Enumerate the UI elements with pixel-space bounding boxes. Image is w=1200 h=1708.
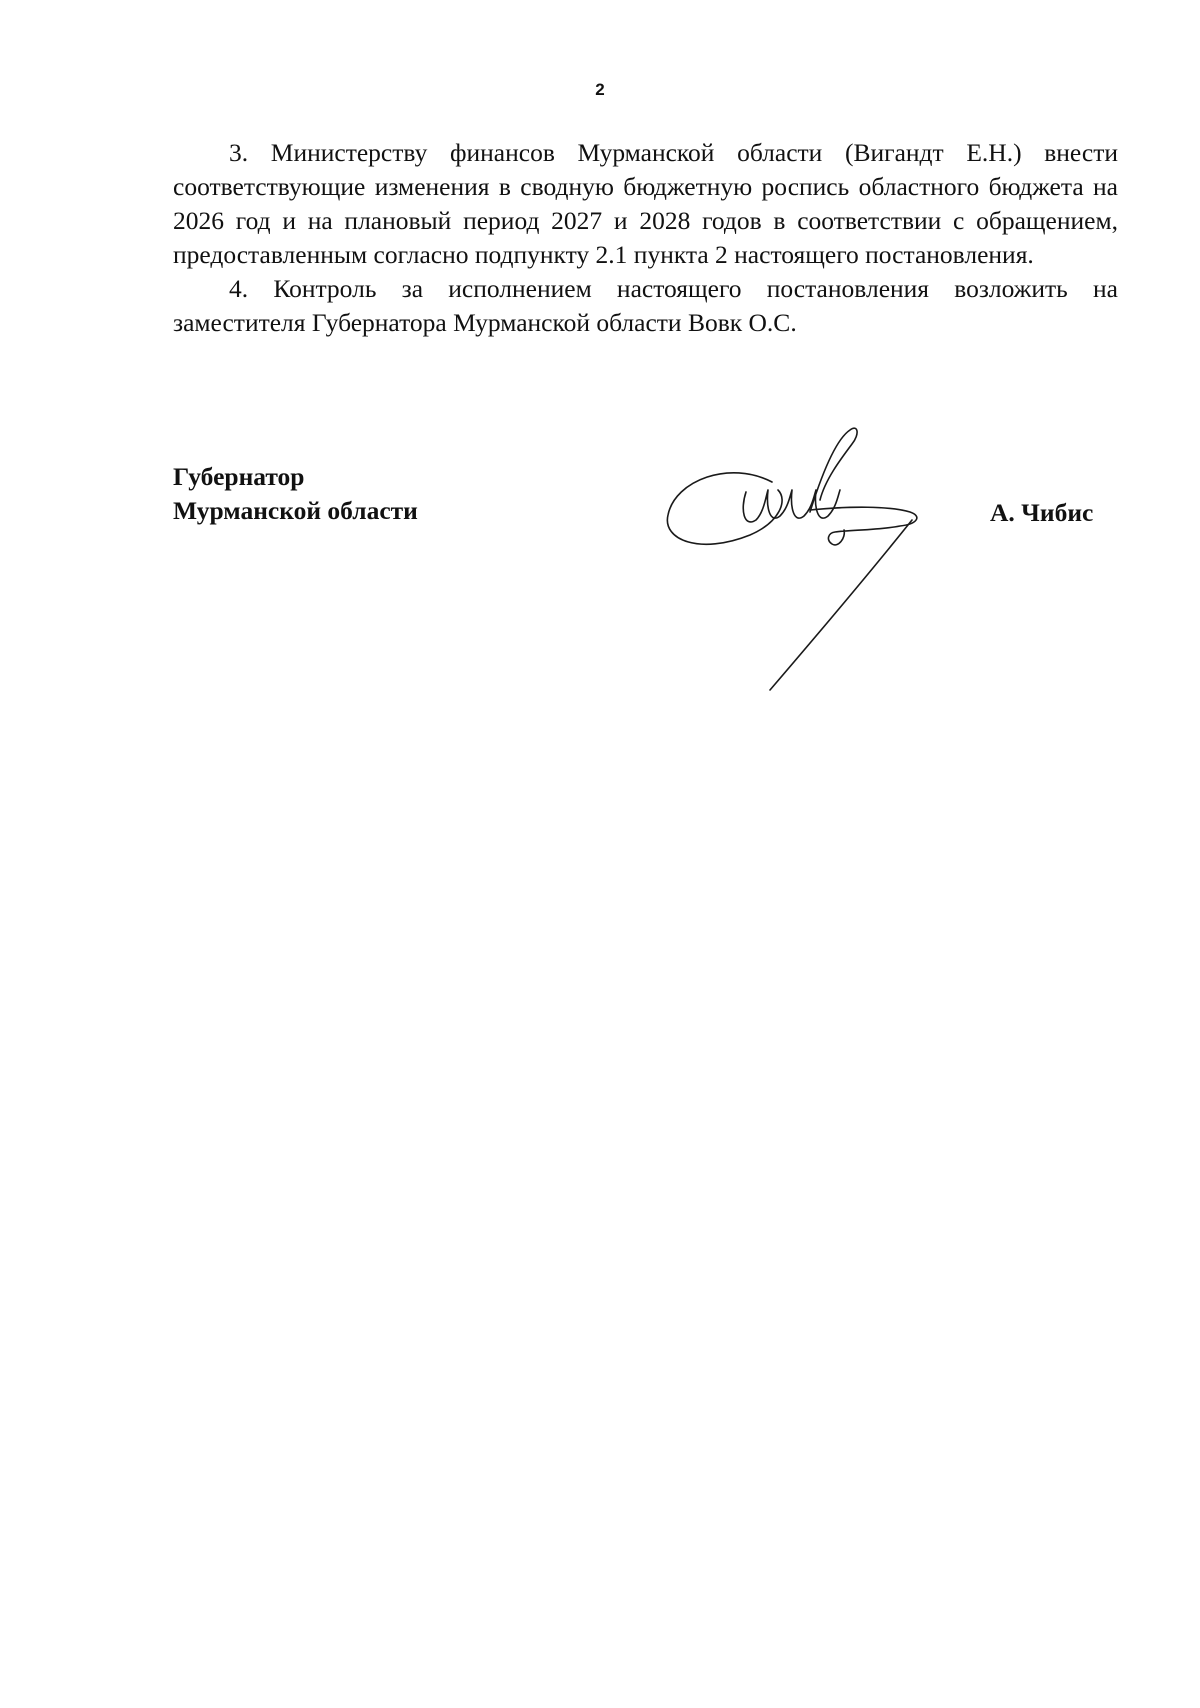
document-body — [173, 136, 1118, 340]
signatory-position — [173, 460, 418, 528]
signatory-position-line-1: Губернатор — [173, 462, 305, 491]
page-number: 2 — [595, 80, 605, 99]
signatory-position-line-2: Мурманской области — [173, 496, 418, 525]
signatory-name: А. Чибис — [990, 498, 1094, 527]
paragraph-3: 3. Министерству финансов Мурманской области (Вигандт Е.Н.) внести соответствующие изменения в сводную бюджетную роспись областного бюджета на 2026 год и на плановый период 2027 и 2028 годов в соответствии с обращением, предоставленным согласно подпункту 2.1 пункта 2 настоящего постановления. — [173, 138, 1118, 269]
handwritten-signature — [660, 420, 960, 720]
paragraph-4: 4. Контроль за исполнением настоящего постановления возложить на заместителя Губернатора Мурманской области Вовк О.С. — [173, 274, 1118, 337]
